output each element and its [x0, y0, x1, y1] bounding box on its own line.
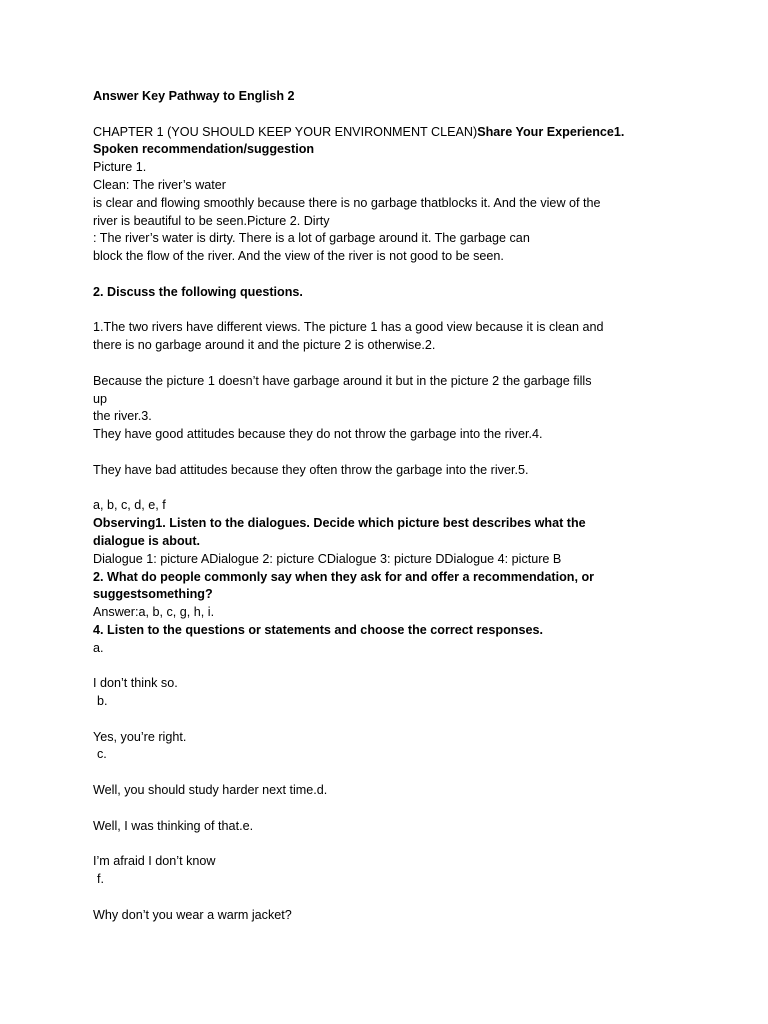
- answer-4-line: They have bad attitudes because they often throw the garbage into the river.5.: [93, 462, 529, 477]
- clean-label: Clean: The river’s water: [93, 177, 226, 192]
- response-a: I don’t think so.: [93, 676, 178, 691]
- spoken-recommendation-heading: Spoken recommendation/suggestion: [93, 142, 315, 157]
- discuss-heading: 2. Discuss the following questions.: [93, 284, 303, 299]
- response-label-a: a.: [93, 640, 104, 655]
- observing-question-4: 4. Listen to the questions or statements and choose the correct responses.: [93, 622, 543, 637]
- chapter-title: CHAPTER 1 (YOU SHOULD KEEP YOUR ENVIRONMENT CLEAN): [93, 124, 478, 139]
- response-label-b: b.: [97, 694, 108, 709]
- response-label-c: c.: [97, 747, 107, 762]
- observing-question-2: suggestsomething?: [93, 587, 213, 602]
- answer-2-line: the river.3.: [93, 409, 152, 424]
- answer-3-line: They have good attitudes because they do not throw the garbage into the river.4.: [93, 427, 543, 442]
- observing-heading: Observing1. Listen to the dialogues. Decide which picture best describes what the: [93, 516, 586, 531]
- clean-description-line: river is beautiful to be seen.Picture 2. Dirty: [93, 213, 330, 228]
- answer-1-line: there is no garbage around it and the picture 2 is otherwise.2.: [93, 338, 436, 353]
- dirty-description-line: block the flow of the river. And the view of the river is not good to be seen.: [93, 249, 504, 264]
- document-title: Answer Key Pathway to English 2: [93, 89, 295, 103]
- answer-1-line: 1.The two rivers have different views. The picture 1 has a good view because it is clean and: [93, 320, 604, 335]
- observing-heading: dialogue is about.: [93, 533, 201, 548]
- response-label-f: f.: [97, 872, 104, 887]
- chapter-heading: [93, 124, 683, 142]
- dirty-description-line: : The river’s water is dirty. There is a lot of garbage around it. The garbage can: [93, 231, 530, 246]
- response-e: I’m afraid I don’t know: [93, 854, 216, 869]
- answer-2-line: up: [93, 391, 108, 406]
- response-c: Well, you should study harder next time.d.: [93, 783, 328, 798]
- dialogue-answers: Dialogue 1: picture ADialogue 2: picture CDialogue 3: picture DDialogue 4: picture B: [93, 551, 562, 566]
- picture-1-label: Picture 1.: [93, 160, 147, 175]
- observing-answer: Answer:a, b, c, g, h, i.: [93, 605, 215, 620]
- answer-2-line: Because the picture 1 doesn’t have garbage around it but in the picture 2 the garbage fills: [93, 373, 592, 388]
- clean-description-line: is clear and flowing smoothly because there is no garbage thatblocks it. And the view of the: [93, 195, 601, 210]
- share-experience-heading: Share Your Experience1.: [477, 124, 625, 139]
- response-b: Yes, you’re right.: [93, 729, 187, 744]
- answer-5-line: a, b, c, d, e, f: [93, 498, 166, 513]
- response-f: Why don’t you wear a warm jacket?: [93, 907, 292, 922]
- document-page: [93, 88, 683, 924]
- response-d: Well, I was thinking of that.e.: [93, 818, 254, 833]
- observing-question-2: 2. What do people commonly say when they ask for and offer a recommendation, or: [93, 569, 595, 584]
